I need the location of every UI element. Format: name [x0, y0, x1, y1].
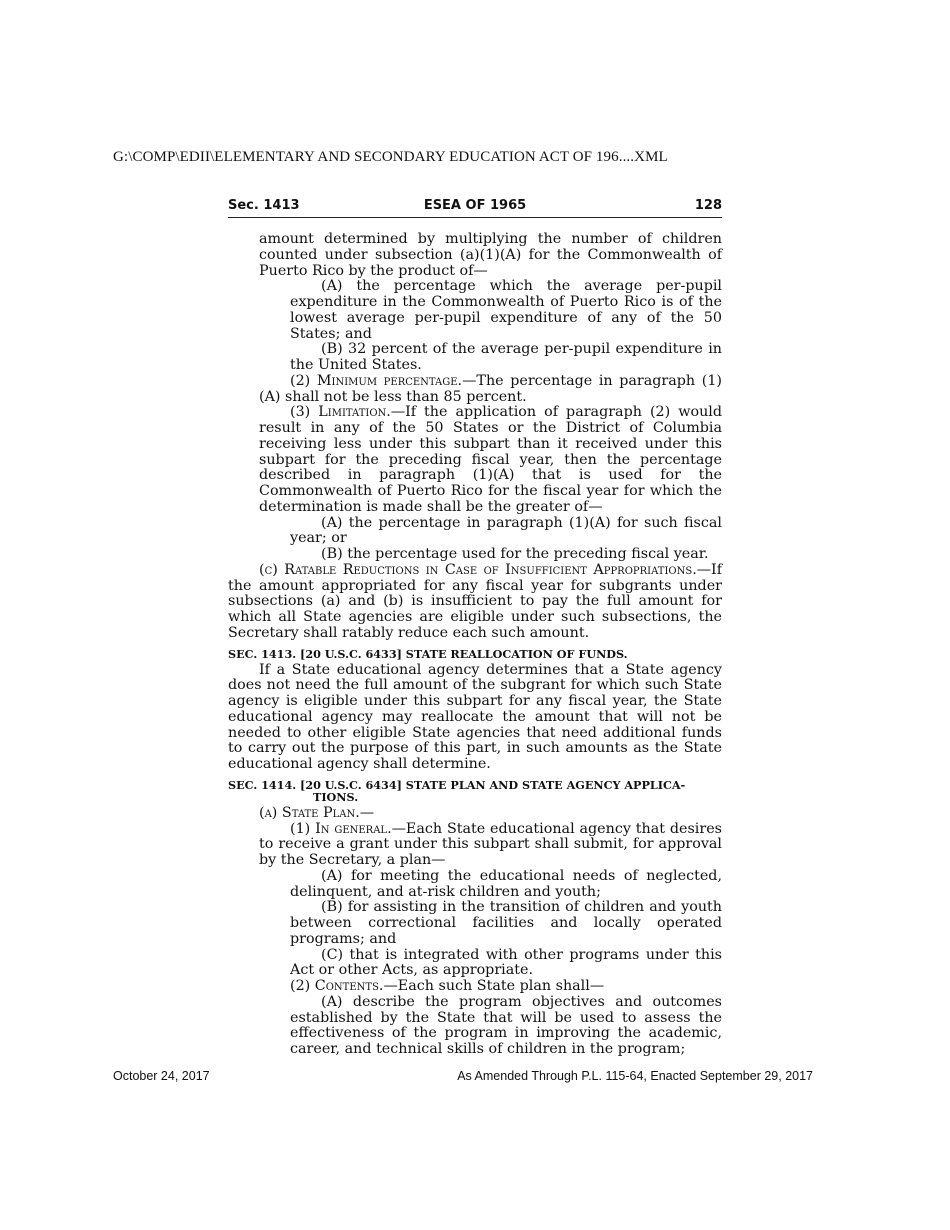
paragraph-2 [228, 374, 722, 406]
section-1413-text: If a State educational agency determines that a State agency does not need the full amount of the subgrant for which such State agency is eligible under this subpart for any fiscal year, the State educational agency may reallocate the amount that will not be needed to other eligible State agencies that need additional funds to carry out the purpose of this part, in such amounts as the State educational agency shall determine. [228, 661, 722, 772]
subparagraph-a1c [228, 948, 722, 980]
footer-date: October 24, 2017 [113, 1069, 210, 1083]
heading-ratable-reductions: (c) Ratable Reductions in Case of Insufficient Appropriations. [259, 561, 697, 578]
subparagraph-a1b [228, 900, 722, 947]
subparagraph-a2a-text: (A) describe the program objectives and outcomes established by the State that will be used to assess the effectiveness of the program in improving the academic, career, and technical skills of children in the program; [290, 993, 722, 1057]
subsection-a [228, 806, 722, 822]
subparagraph-a1a-text: (A) for meeting the educational needs of neglected, delinquent, and at-risk children and youth; [290, 867, 722, 900]
running-head [228, 197, 722, 218]
paragraph-a1-text: —Each State educational agency that desires to receive a grant under this subpart shall submit, for approval by the Secretary, a plan— [259, 820, 722, 868]
heading-minimum-percentage: (2) Minimum percentage. [290, 372, 463, 389]
heading-state-plan: (a) State Plan. [259, 804, 360, 821]
page-number: 128 [694, 198, 722, 213]
subsection-c [228, 563, 722, 642]
subparagraph-a1b-text: (B) for assisting in the transition of children and youth between correctional facilities and locally operated programs; and [290, 899, 722, 947]
file-path: G:\COMP\EDII\ELEMENTARY AND SECONDARY EDUCATION ACT OF 196....XML [113, 149, 668, 165]
paragraph-2-text: —The percentage in paragraph (1)(A) shall not be less than 85 percent. [259, 372, 722, 405]
paragraph-3 [228, 405, 722, 515]
subparagraph-3b-text: (B) the percentage used for the preceding fiscal year. [321, 546, 709, 562]
subparagraph-3a-text: (A) the percentage in paragraph (1)(A) for such fiscal year; or [290, 514, 722, 547]
subparagraph-a-text: (A) the percentage which the average per-pupil expenditure in the Commonwealth of Puerto Rico is of the lowest average per-pupil expenditure of any of the 50 States; and [290, 278, 722, 342]
heading-limitation: (3) Limitation. [290, 404, 391, 421]
section-1414-heading-line1: SEC. 1414. [20 U.S.C. 6434] STATE PLAN AND STATE AGENCY APPLICA- [228, 777, 686, 792]
subsection-c-text: —If the amount appropriated for any fiscal year for subgrants under subsections (a) and (b) is insufficient to pay the full amount for which all State agencies are eligible under such subsections, the Secretary shall ratably reduce each such amount. [228, 561, 722, 641]
footer-amendment-note: As Amended Through P.L. 115-64, Enacted September 29, 2017 [457, 1069, 813, 1083]
subparagraph-a [228, 279, 722, 342]
subparagraph-a1c-text: (C) that is integrated with other programs under this Act or other Acts, as appropriate. [290, 946, 722, 979]
section-number: Sec. 1413 [228, 198, 300, 213]
subparagraph-a1a [228, 869, 722, 901]
subparagraph-3a [228, 516, 722, 548]
paragraph: amount determined by multiplying the number of children counted under subsection (a)(1)(A) for the Commonwealth of Puerto Rico by the product of— [259, 231, 722, 279]
subparagraph-b [228, 342, 722, 374]
section-1413-heading: SEC. 1413. [20 U.S.C. 6433] STATE REALLOCATION OF FUNDS. [228, 646, 628, 661]
section-1414-heading-line2: TIONS. [313, 789, 359, 804]
paragraph-a2-text: —Each such State plan shall— [383, 978, 605, 994]
heading-in-general: (1) In general. [290, 820, 392, 837]
subsection-a-dash: — [359, 804, 375, 821]
subparagraph-3b [228, 547, 722, 563]
document-body [228, 232, 722, 1058]
paragraph-a2 [228, 979, 722, 995]
paragraph-a1 [228, 822, 722, 869]
heading-contents: (2) Contents. [290, 978, 384, 994]
section-1414-heading [228, 779, 722, 803]
subparagraph-a2a [228, 995, 722, 1058]
act-title: ESEA OF 1965 [423, 198, 527, 213]
subparagraph-b-text: (B) 32 percent of the average per-pupil expenditure in the United States. [290, 341, 722, 373]
paragraph-3-text: —If the application of paragraph (2) would result in any of the 50 States or the District of Columbia receiving less under this subpart than it received under this subpart for the preceding fiscal year, then the percentage described in paragraph (1)(A) that is used for the Commonwealth of Puerto Rico for the fiscal year for which the determination is made shall be the greater of— [259, 404, 722, 515]
